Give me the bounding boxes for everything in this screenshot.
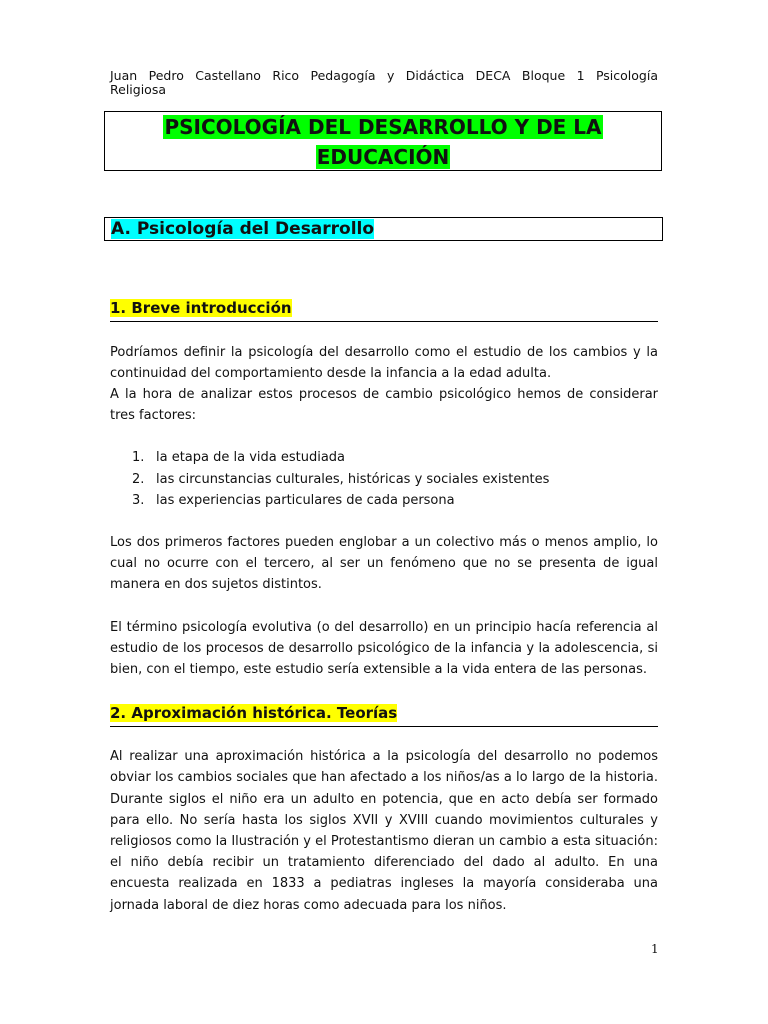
list-item (132, 472, 549, 487)
paragraph-line: jornada laboral de diez horas como adecuada para los niños. (110, 898, 507, 913)
paragraph-line: El término psicología evolutiva (o del desarrollo) en un principio hacía referencia al (110, 620, 658, 635)
section-a-title: A. Psicología del Desarrollo (111, 219, 375, 239)
list-item (132, 450, 345, 465)
paragraph-line: continuidad del comportamiento desde la infancia a la edad adulta. (110, 366, 552, 381)
list-text: las experiencias particulares de cada persona (156, 493, 455, 508)
running-header-line-2: Religiosa (110, 82, 166, 97)
subheading-2-text: 2. Aproximación histórica. Teorías (110, 704, 398, 722)
paragraph-line: manera en dos sujetos distintos. (110, 577, 322, 592)
paragraph-line: el niño debía recibir un tratamiento diferenciado del dado al adulto. En una (110, 855, 658, 870)
subheading-2 (110, 704, 658, 727)
paragraph-line: estudio de los procesos de desarrollo psicológico de la infancia y la adolescencia, si (110, 641, 658, 656)
paragraph-line: tres factores: (110, 408, 197, 423)
paragraph-line: para ello. No sería hasta los siglos XVII y XVIII cuando movimientos culturales y (110, 813, 658, 828)
paragraph-line: A la hora de analizar estos procesos de cambio psicológico hemos de considerar (110, 387, 658, 402)
paragraph-line: Durante siglos el niño era un adulto en potencia, que en acto debía ser formado (110, 792, 658, 807)
document-title-line-1: PSICOLOGÍA DEL DESARROLLO Y DE LA (164, 115, 602, 139)
list-text: las circunstancias culturales, históricas y sociales existentes (156, 472, 550, 487)
subheading-1 (110, 299, 658, 322)
list-item (132, 493, 455, 508)
paragraph-line: cual no ocurre con el tercero, al ser un fenómeno que no se presenta de igual (110, 556, 658, 571)
list-number: 1. (132, 450, 145, 465)
page-number: 1 (651, 942, 659, 956)
running-header-line-1: Juan Pedro Castellano Rico Pedagogía y Didáctica DECA Bloque 1 Psicología (110, 68, 658, 83)
paragraph-line: Los dos primeros factores pueden englobar a un colectivo más o menos amplio, lo (110, 535, 658, 550)
paragraph-line: obviar los cambios sociales que han afectado a los niños/as a lo largo de la historia. (110, 770, 658, 785)
paragraph-line: encuesta realizada en 1833 a pediatras ingleses la mayoría consideraba una (110, 876, 658, 891)
list-text: la etapa de la vida estudiada (156, 450, 346, 465)
section-a-box (104, 217, 663, 241)
document-title-box (104, 111, 662, 171)
subheading-1-text: 1. Breve introducción (110, 299, 292, 317)
list-number: 2. (132, 472, 145, 487)
paragraph-line: Al realizar una aproximación histórica a la psicología del desarrollo no podemos (110, 749, 658, 764)
paragraph-line: religiosos como la Ilustración y el Protestantismo dieran un cambio a esta situación: (110, 834, 658, 849)
list-number: 3. (132, 493, 145, 508)
document-title-line-2: EDUCACIÓN (316, 145, 450, 169)
paragraph-line: bien, con el tiempo, este estudio sería extensible a la vida entera de las personas. (110, 662, 648, 677)
paragraph-line: Podríamos definir la psicología del desarrollo como el estudio de los cambios y la (110, 345, 658, 360)
